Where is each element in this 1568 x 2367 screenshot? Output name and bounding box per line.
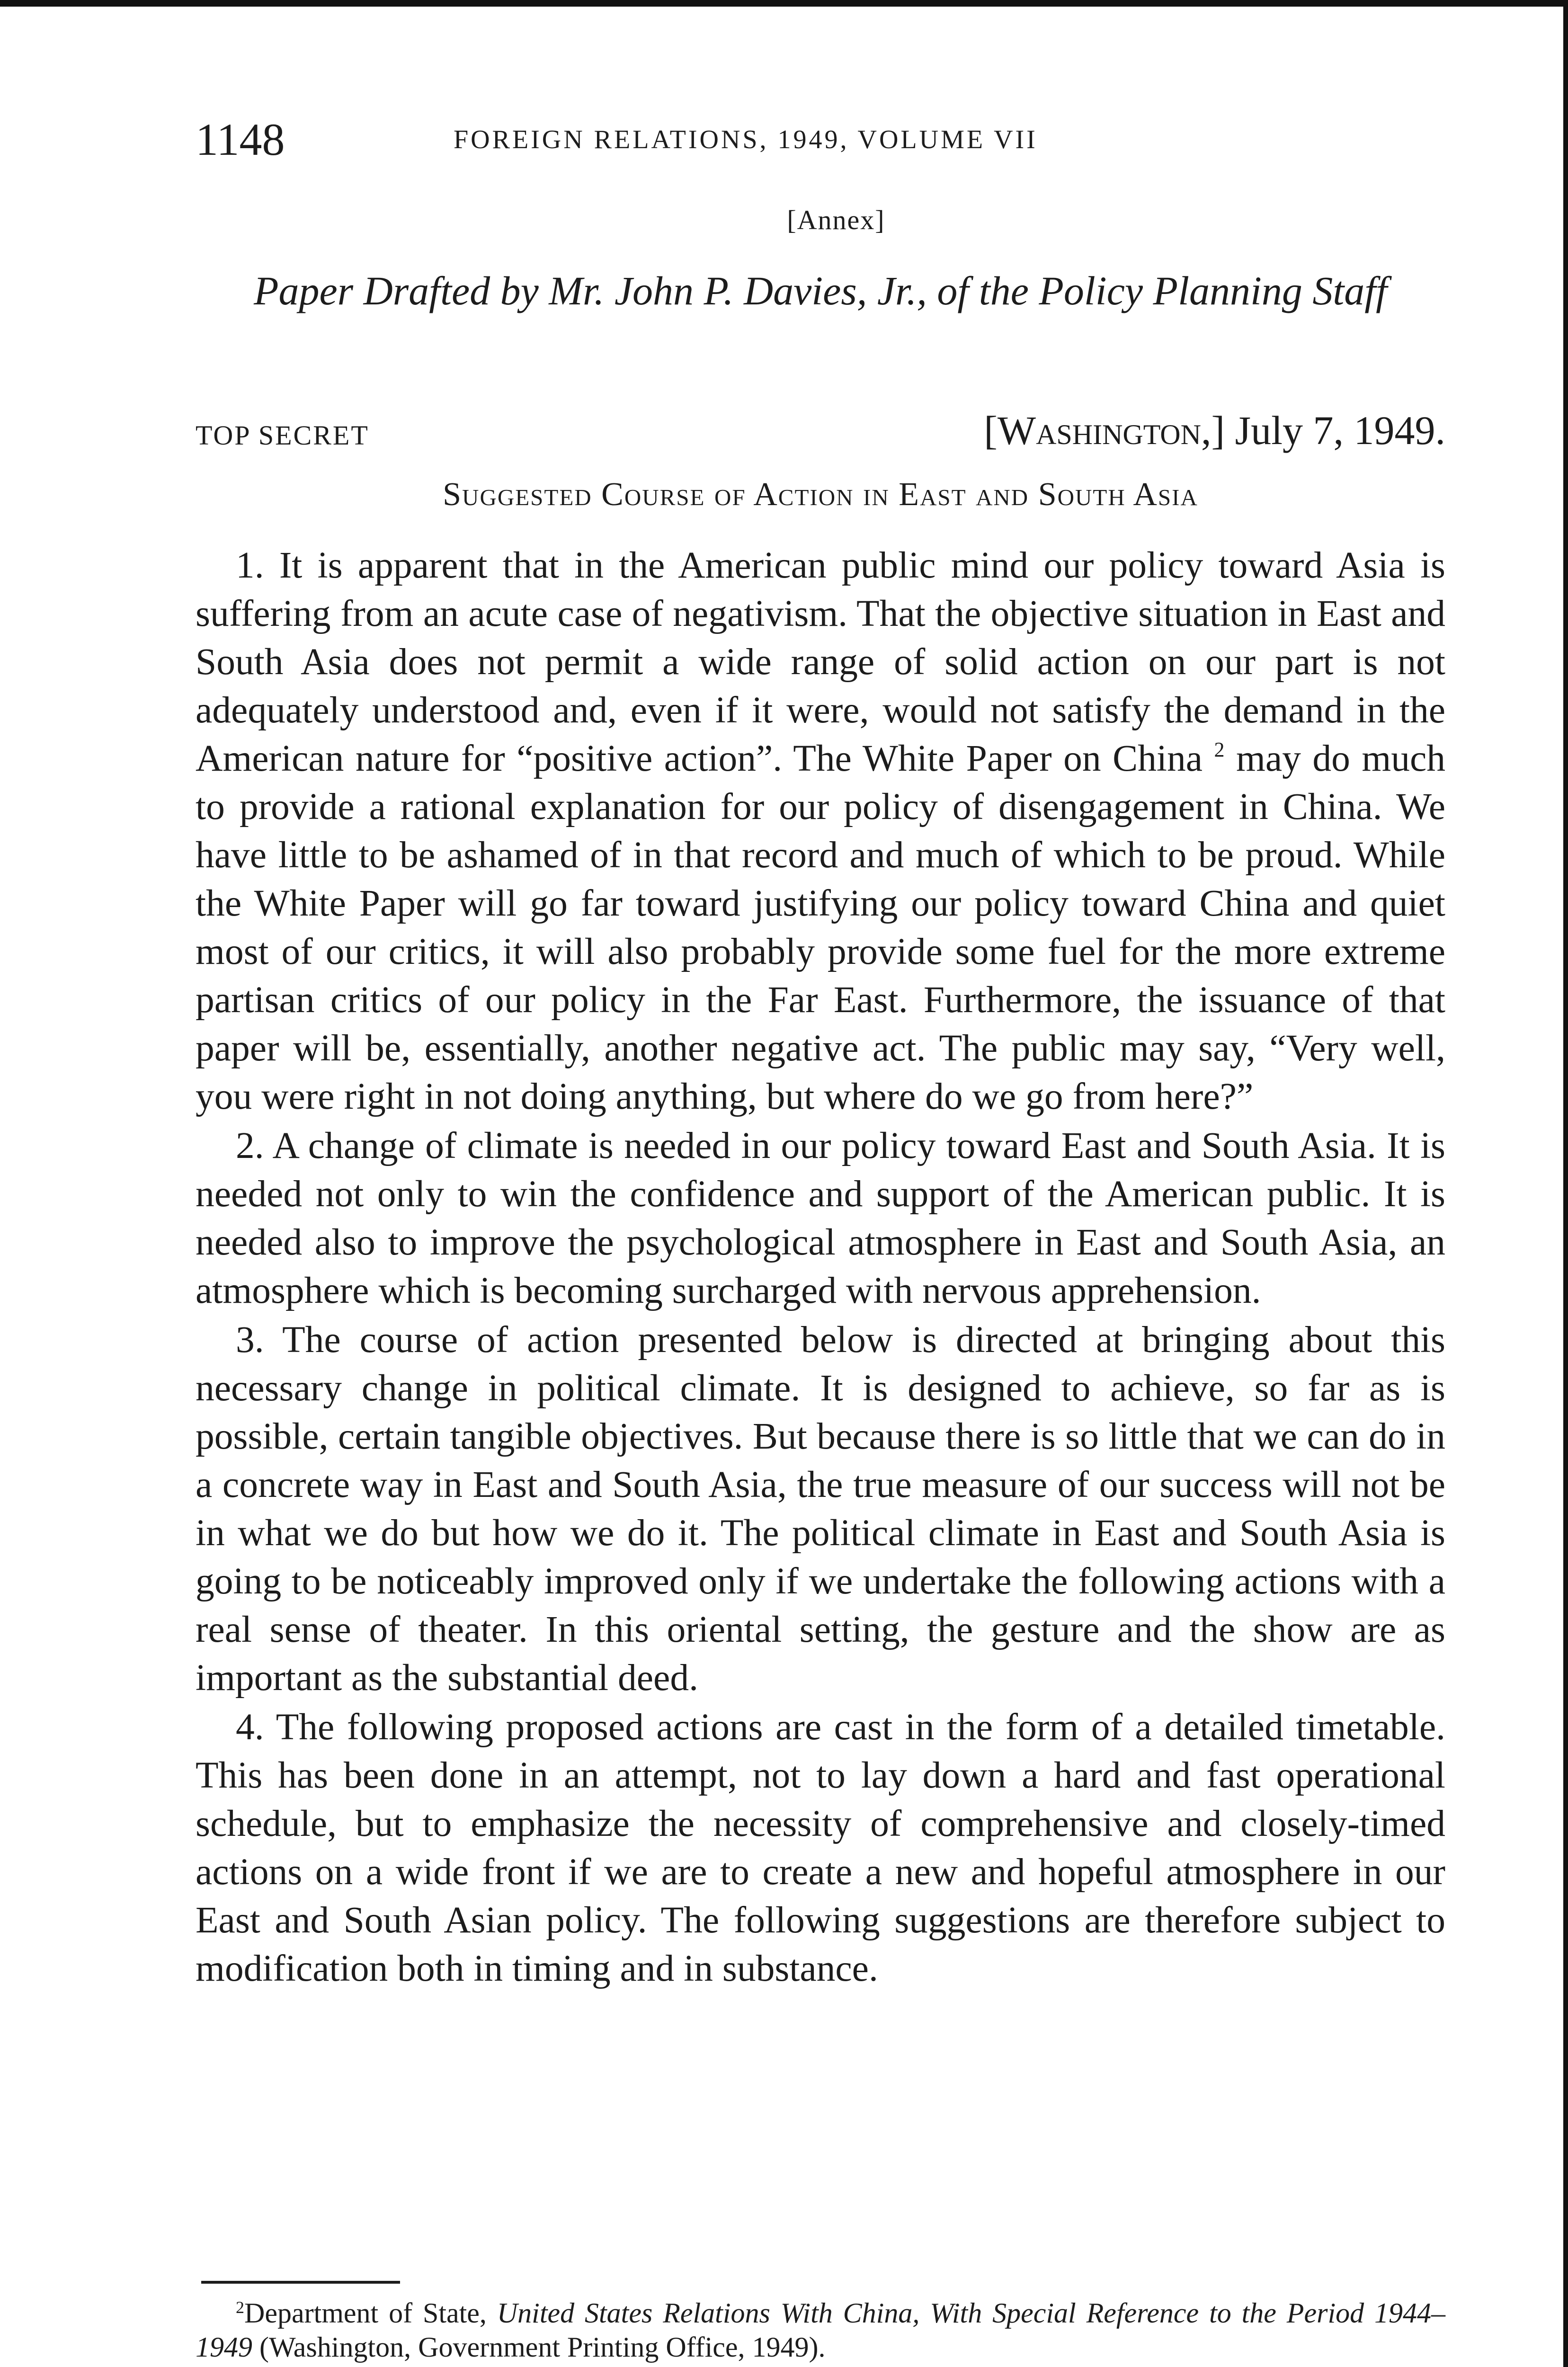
paragraph-1-text-a: 1. It is apparent that in the American public mind our policy toward Asia is suffering from an acute case of negativism. That the objective situation in East and South Asia does not permit a wide range of solid action on our part is not adequately understood and, even if it were, would not satisfy the demand in the American nature for “positive action”. The White Paper on China: [196, 544, 1445, 779]
paragraph-4: 4. The following proposed actions are cast in the form of a detailed timetable. This has been done in an attempt, not to lay down a hard and fast operational schedule, but to emphasize the necessity of comprehensive and closely-timed actions on a wide front if we are to create a new and hopeful atmosphere in our East and South Asian policy. The following suggestions are therefore subject to modification both in timing and in substance.: [196, 1706, 1445, 1989]
section-heading: Suggested Course of Action in East and South Asia: [443, 476, 1198, 513]
document-title: Paper Drafted by Mr. John P. Davies, Jr., of the Policy Planning Staff: [253, 268, 1388, 313]
running-title: FOREIGN RELATIONS, 1949, VOLUME VII: [454, 125, 1038, 154]
footnote-marker: 2: [236, 2298, 244, 2317]
footnote-reference: 2: [1214, 738, 1225, 761]
dateline-date: July 7, 1949.: [1235, 408, 1445, 453]
page-number: 1148: [196, 114, 285, 165]
dateline-place: [Washington,]: [984, 408, 1225, 453]
paragraph-1-text-b: may do much to provide a rational explanation for our policy of disengagement in China. We have little to be ashamed of in that record and much of which to be proud. While the White Paper will go far toward justifying our policy toward China and quiet most of our critics, it will also probably provide some fuel for the more extreme partisan critics of our policy in the Far East. Furthermore, the issuance of that paper will be, essentially, another negative act. The public may say, “Very well, you were right in not doing anything, but where do we go from here?”: [196, 738, 1445, 1117]
annex-label: [Annex]: [787, 205, 885, 235]
body-text: [196, 541, 1445, 1993]
footnote-tail: (Washington, Government Printing Office, 1949).: [259, 2331, 826, 2363]
paragraph-1: [196, 541, 1445, 1121]
dateline: [984, 405, 1445, 456]
footnote-title: United States Relations With China, With Special Reference to the Period 1944–1949: [196, 2297, 1445, 2363]
running-header: [196, 111, 1445, 168]
scan-right-edge: [1563, 0, 1568, 2367]
paragraph-2: 2. A change of climate is needed in our policy toward East and South Asia. It is needed not only to win the confidence and support of the American public. It is needed also to improve the psychological atmosphere in East and South Asia, an atmosphere which is becoming surcharged with nervous apprehension.: [196, 1125, 1445, 1311]
footnote-rule: [201, 2281, 400, 2284]
classification-marking: TOP SECRET: [196, 420, 369, 451]
paragraph-3: 3. The course of action presented below is directed at bringing about this necessary change in political climate. It is designed to achieve, so far as is possible, certain tangible objectives. But because there is so little that we can do in a concrete way in East and South Asia, the true measure of our success will not be in what we do but how we do it. The political climate in East and South Asia is going to be noticeably improved only if we undertake the following actions with a real sense of theater. In this oriental setting, the gesture and the show are as important as the substantial deed.: [196, 1319, 1445, 1699]
footnote: [196, 2296, 1445, 2364]
scan-top-edge: [0, 0, 1568, 7]
footnote-lead: Department of State,: [244, 2297, 487, 2329]
